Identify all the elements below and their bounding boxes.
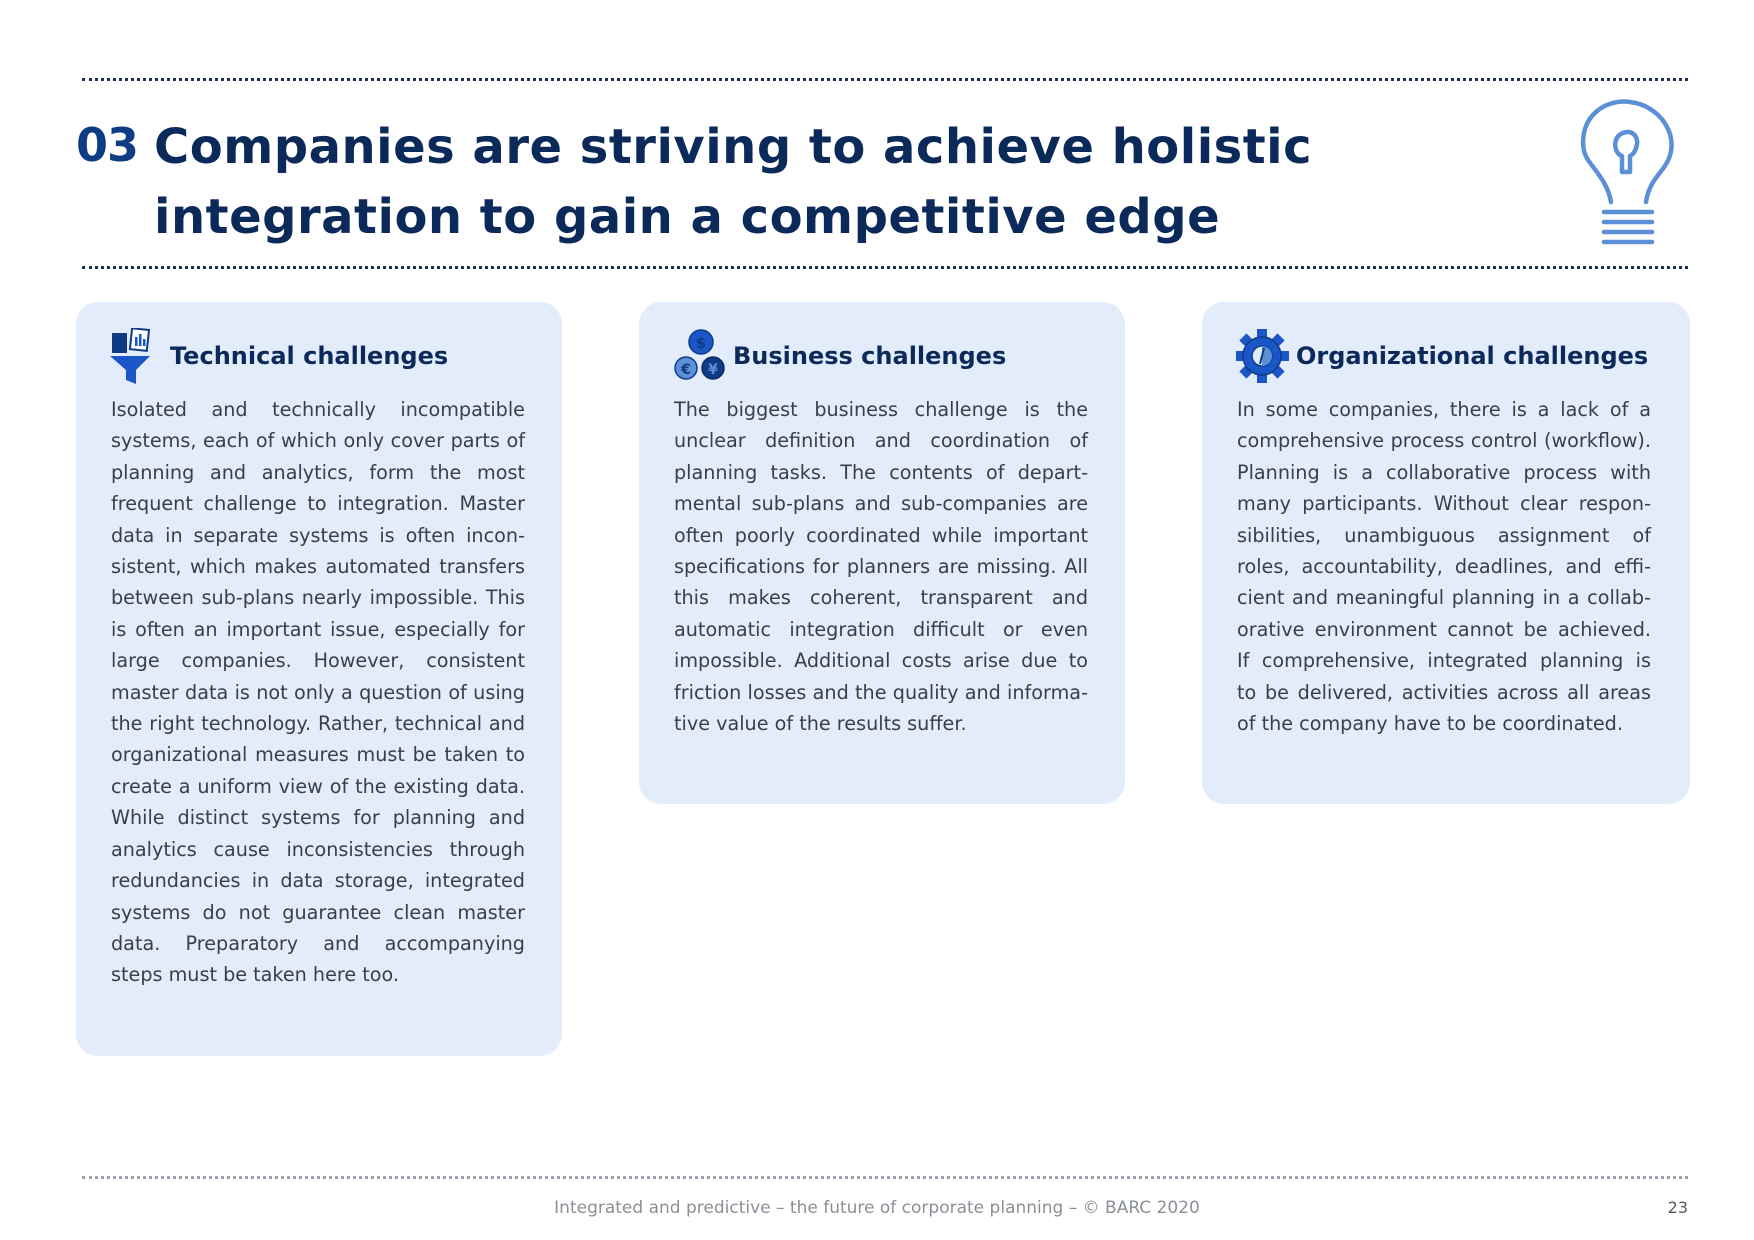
footer-text: Integrated and predictive – the future of corporate planning – © BARC 2020 bbox=[554, 1198, 1200, 1218]
card-title: Organizational challenges bbox=[1296, 342, 1649, 370]
svg-text:$: $ bbox=[695, 334, 707, 352]
card-body-text: In some companies, there is a lack of a comprehensive process control (workflow). Planning is a collaborative process with many participants. Without clear responsibilities, unambiguous assignment of roles, accountability, deadlines, and efficient and meaningful planning in a collaborative environment cannot be achieved. If comprehensive, integrated planning is to be delivered, activities across all areas of the company have to be coordinated. bbox=[1237, 398, 1651, 736]
card-title: Business challenges bbox=[733, 342, 1007, 370]
section-number: 03 bbox=[76, 118, 139, 172]
organizational-challenges-card bbox=[1202, 302, 1690, 804]
top-divider bbox=[82, 78, 1688, 81]
lightbulb-keyhole-icon bbox=[1578, 98, 1676, 246]
card-body-text: The biggest business challenge is the unclear definition and coordination of planning tasks. The contents of departmental sub-plans and sub-companies are often poorly coordinated while important specifications for planners are missing. All this makes coherent, transparent and automatic integration difficult or even impossible. Additional costs arise due to friction losses and the quality and informative value of the results suffer. bbox=[674, 398, 1088, 736]
svg-text:¥: ¥ bbox=[708, 362, 718, 378]
footer-divider bbox=[82, 1176, 1688, 1179]
page-number: 23 bbox=[1667, 1198, 1688, 1217]
gear-icon bbox=[1236, 328, 1292, 386]
card-title: Technical challenges bbox=[170, 342, 449, 370]
funnel-chart-icon bbox=[110, 328, 166, 386]
page-title: Companies are striving to achieve holistic integration to gain a competitive edge bbox=[154, 119, 1313, 245]
header-divider bbox=[82, 266, 1688, 269]
card-body-text: Isolated and technically incompatible systems, each of which only cover parts of planning and analytics, form the most frequent challenge to integration. Master data in separate systems is often inconsistent, which makes automated transfers between sub-plans nearly impossible. This is often an important issue, especially for large companies. However, consistent master data is not only a question of using the right technology. Rather, technical and organizational measures must be taken to create a uniform view of the existing data. While distinct systems for planning and analytics cause inconsistencies through redundancies in data storage, integrated systems do not guarantee clean master data. Preparatory and accompanying steps must be taken here too. bbox=[111, 398, 525, 987]
business-challenges-card bbox=[639, 302, 1125, 804]
currency-coins-icon bbox=[673, 328, 729, 386]
svg-text:€: € bbox=[681, 362, 691, 378]
technical-challenges-card bbox=[76, 302, 562, 1056]
